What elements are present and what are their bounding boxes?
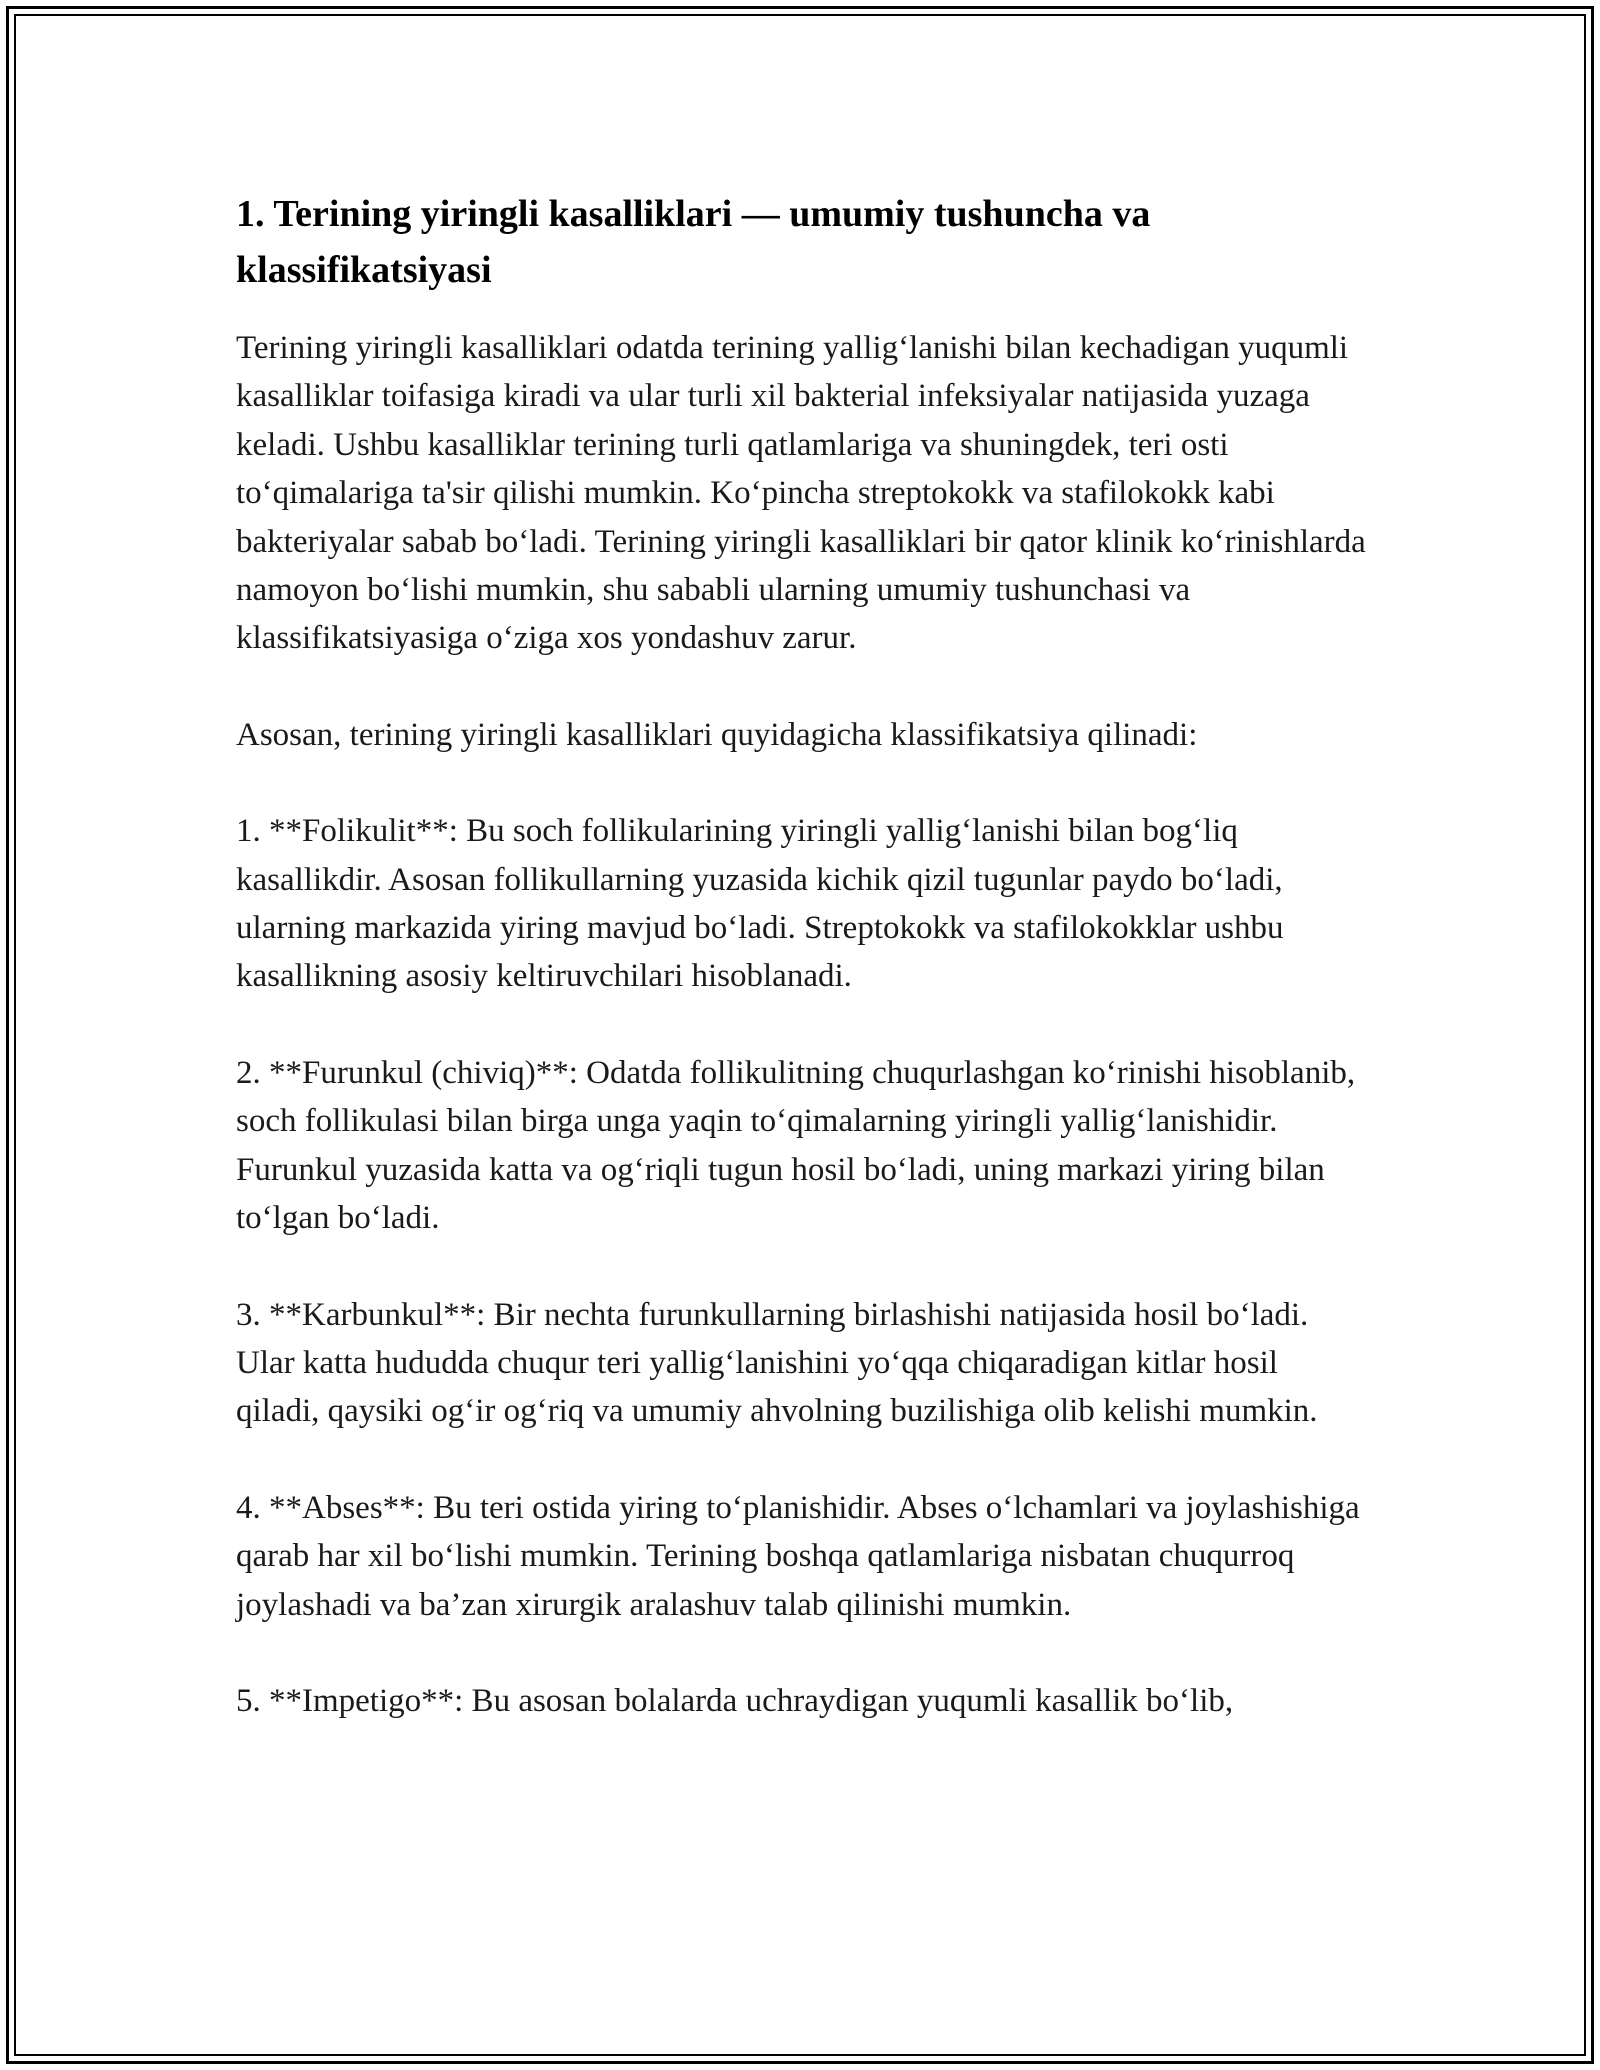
list-item-furunkul: 2. **Furunkul (chiviq)**: Odatda follikulitning chuqurlashgan ko‘rinishi hisoblanib, soch follikulasi bilan birga unga yaqin to‘qimalarning yiringli yallig‘lanishidir. Furunkul yuzasida katta va og‘riqli tugun hosil bo‘ladi, uning markazi yiring bilan to‘lgan bo‘ladi. [236,1054,1356,1237]
document-body [236,186,1366,1773]
list-item-karbunkul: 3. **Karbunkul**: Bir nechta furunkullarning birlashishi natijasida hosil bo‘ladi. Ular katta hududda chuqur teri yallig‘lanishini yo‘qqa chiqaradigan kitlar hosil qiladi, qaysiki og‘ir og‘riq va umumiy ahvolning buzilishiga olib kelishi mumkin. [236,1296,1318,1430]
list-item-folikulit: 1. **Folikulit**: Bu soch follikularining yiringli yallig‘lanishi bilan bog‘liq kasallikdir. Asosan follikullarning yuzasida kichik qizil tugunlar paydo bo‘ladi, ularning markazida yiring mavjud bo‘ladi. Streptokokk va stafilokokklar ushbu kasallikning asosiy keltiruvchilari hisoblanadi. [236,813,1284,995]
section-heading: 1. Terining yiringli kasalliklari — umumiy tushuncha va klassifikatsiyasi [236,193,1151,291]
classification-intro: Asosan, terining yiringli kasalliklari quyidagicha klassifikatsiya qilinadi: [236,716,1198,753]
list-item-abses: 4. **Abses**: Bu teri ostida yiring to‘planishidir. Abses o‘lchamlari va joylashishiga qarab har xil bo‘lishi mumkin. Terining boshqa qatlamlariga nisbatan chuqurroq joylashadi va ba’zan xirurgik aralashuv talab qilinishi mumkin. [236,1489,1360,1623]
list-item-impetigo: 5. **Impetigo**: Bu asosan bolalarda uchraydigan yuqumli kasallik bo‘lib, [236,1682,1234,1719]
intro-paragraph: Terining yiringli kasalliklari odatda terining yallig‘lanishi bilan kechadigan yuqumli kasalliklar toifasiga kiradi va ular turli xil bakterial infeksiyalar natijasida yuzaga keladi. Ushbu kasalliklar terining turli qatlamlariga va shuningdek, teri osti to‘qimalariga ta'sir qilishi mumkin. Ko‘pincha streptokokk va stafilokokk kabi bakteriyalar sabab bo‘ladi. Terining yiringli kasalliklari bir qator klinik ko‘rinishlarda namoyon bo‘lishi mumkin, shu sababli ularning umumiy tushunchasi va klassifikatsiyasiga o‘ziga xos yondashuv zarur. [236,330,1366,657]
